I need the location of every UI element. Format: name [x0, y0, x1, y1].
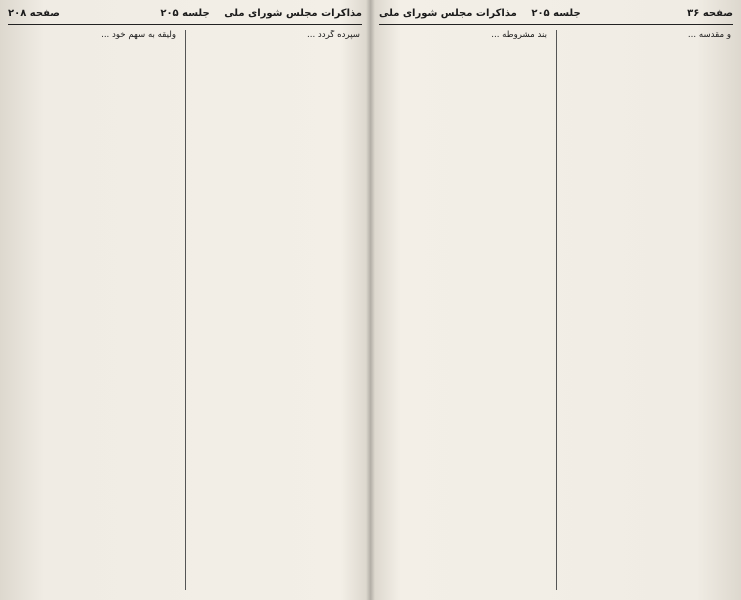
column-divider [185, 30, 186, 590]
left-page [0, 0, 370, 600]
right-page [371, 0, 741, 600]
paragraph: بند مشروطه ... [491, 30, 547, 40]
page-header [379, 6, 733, 25]
paragraph: و مقدسه ... [687, 30, 731, 40]
session-number: جلسه ۲۰۵ [160, 8, 210, 19]
paragraph: سپرده گردد ... [306, 30, 360, 40]
page-number: صفحه ۲۰۸ [8, 8, 60, 19]
text-column-left [381, 30, 547, 592]
text-column-left [10, 30, 176, 592]
text-column-right [565, 30, 731, 592]
text-column-right [194, 30, 360, 592]
paragraph: ولیقه به سهم خود ... [101, 30, 176, 40]
column-divider [556, 30, 557, 590]
session-number: جلسه ۲۰۵ [531, 8, 581, 19]
journal-title: مذاکرات مجلس شورای ملی [224, 8, 362, 19]
journal-title: مذاکرات مجلس شورای ملی [379, 8, 517, 19]
page-number: صفحه ۳۶ [687, 8, 733, 19]
page-header [8, 6, 362, 25]
